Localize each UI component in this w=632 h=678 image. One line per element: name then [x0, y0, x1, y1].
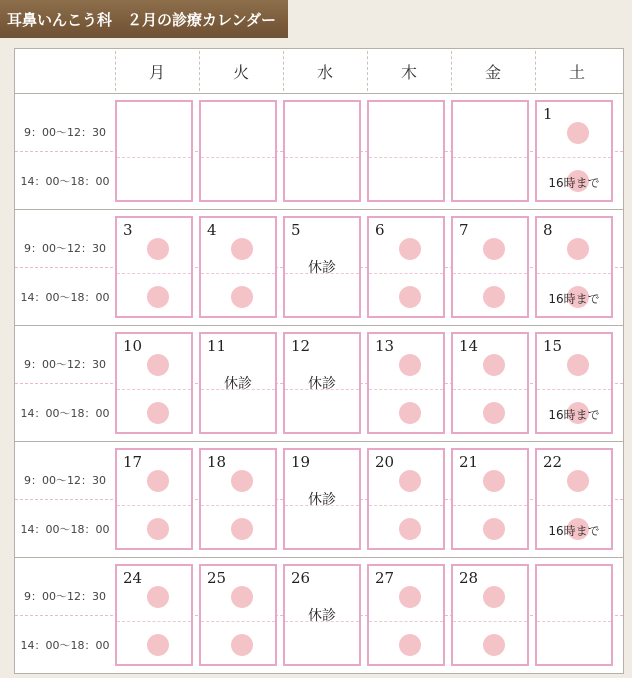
date-number: 22	[543, 453, 563, 471]
week-row	[15, 210, 623, 326]
time-slot-am: 9：00～12：30	[24, 590, 106, 603]
day-cell[interactable]	[115, 100, 193, 202]
cell-slot-divider	[453, 389, 527, 390]
cell-slot-divider	[201, 273, 275, 274]
available-am-dot	[147, 354, 169, 376]
cell-slot-divider	[453, 621, 527, 622]
available-am-dot	[147, 586, 169, 608]
cell-slot-divider	[537, 273, 611, 274]
day-cell[interactable]	[535, 448, 613, 550]
week-row	[15, 558, 623, 673]
closing-time-note: 16時まで	[548, 524, 600, 538]
time-slot-pm: 14：00～18：00	[20, 407, 110, 420]
day-cell[interactable]	[367, 332, 445, 434]
day-cell[interactable]	[535, 216, 613, 318]
cell-slot-divider	[201, 621, 275, 622]
available-am-dot	[147, 470, 169, 492]
time-slot-pm: 14：00～18：00	[20, 639, 110, 652]
date-number: 7	[459, 221, 469, 239]
cell-slot-divider	[453, 273, 527, 274]
cell-slot-divider	[117, 389, 191, 390]
cell-slot-divider	[537, 621, 611, 622]
date-number: 6	[375, 221, 385, 239]
cell-slot-divider	[201, 505, 275, 506]
day-cell[interactable]	[199, 100, 277, 202]
cell-slot-divider	[453, 505, 527, 506]
day-cell[interactable]	[451, 100, 529, 202]
cell-slot-divider	[369, 621, 443, 622]
cell-slot-divider	[117, 157, 191, 158]
cell-slot-divider	[117, 273, 191, 274]
available-am-dot	[399, 354, 421, 376]
day-cell[interactable]	[283, 216, 361, 318]
available-pm-dot	[231, 286, 253, 308]
date-number: 15	[543, 337, 563, 355]
day-cell[interactable]	[451, 448, 529, 550]
date-number: 1	[543, 105, 553, 123]
time-slot-pm: 14：00～18：00	[20, 523, 110, 536]
day-cell[interactable]	[535, 100, 613, 202]
day-cell[interactable]	[115, 448, 193, 550]
available-pm-dot	[483, 402, 505, 424]
day-cell[interactable]	[451, 216, 529, 318]
day-cell[interactable]	[535, 332, 613, 434]
day-cell[interactable]	[199, 332, 277, 434]
available-pm-dot	[147, 518, 169, 540]
available-pm-dot	[483, 518, 505, 540]
available-am-dot	[231, 470, 253, 492]
cell-slot-divider	[285, 157, 359, 158]
day-cell[interactable]	[283, 448, 361, 550]
closed-label: 休診	[308, 608, 336, 624]
cell-slot-divider	[117, 505, 191, 506]
available-am-dot	[567, 470, 589, 492]
available-pm-dot	[399, 402, 421, 424]
cell-slot-divider	[201, 157, 275, 158]
day-cell[interactable]	[451, 564, 529, 666]
date-number: 5	[291, 221, 301, 239]
day-cell[interactable]	[535, 564, 613, 666]
date-number: 14	[459, 337, 479, 355]
available-am-dot	[483, 470, 505, 492]
cell-slot-divider	[537, 157, 611, 158]
available-am-dot	[399, 586, 421, 608]
weekday-header: 木	[400, 62, 417, 82]
date-number: 12	[291, 337, 311, 355]
closed-label: 休診	[308, 260, 336, 276]
available-pm-dot	[147, 286, 169, 308]
weekday-header: 土	[568, 62, 585, 82]
day-cell[interactable]	[367, 216, 445, 318]
day-cell[interactable]	[367, 100, 445, 202]
day-cell[interactable]	[199, 448, 277, 550]
available-am-dot	[399, 238, 421, 260]
day-cell[interactable]	[199, 564, 277, 666]
available-pm-dot	[483, 634, 505, 656]
closing-time-note: 16時まで	[548, 292, 600, 306]
available-am-dot	[231, 238, 253, 260]
day-cell[interactable]	[115, 332, 193, 434]
page-title: 耳鼻いんこう科 ２月の診療カレンダー	[0, 0, 288, 38]
available-pm-dot	[147, 634, 169, 656]
date-number: 13	[375, 337, 395, 355]
time-slot-am: 9：00～12：30	[24, 126, 106, 139]
available-pm-dot	[399, 634, 421, 656]
day-cell[interactable]	[283, 564, 361, 666]
weekday-header: 月	[148, 62, 165, 82]
time-slot-pm: 14：00～18：00	[20, 175, 110, 188]
cell-slot-divider	[537, 505, 611, 506]
available-pm-dot	[399, 286, 421, 308]
weekday-header: 火	[232, 62, 249, 82]
day-cell[interactable]	[283, 100, 361, 202]
date-number: 3	[123, 221, 133, 239]
date-number: 19	[291, 453, 311, 471]
cell-slot-divider	[369, 157, 443, 158]
closed-label: 休診	[224, 376, 252, 392]
available-am-dot	[567, 238, 589, 260]
week-row	[15, 442, 623, 558]
closed-label: 休診	[308, 492, 336, 508]
available-am-dot	[147, 238, 169, 260]
cell-slot-divider	[537, 389, 611, 390]
available-am-dot	[483, 586, 505, 608]
available-am-dot	[483, 238, 505, 260]
day-cell[interactable]	[367, 448, 445, 550]
available-am-dot	[483, 354, 505, 376]
calendar-board	[14, 48, 624, 674]
time-slot-am: 9：00～12：30	[24, 242, 106, 255]
available-pm-dot	[483, 286, 505, 308]
date-number: 24	[123, 569, 143, 587]
day-cell[interactable]	[199, 216, 277, 318]
time-slot-pm: 14：00～18：00	[20, 291, 110, 304]
date-number: 26	[291, 569, 311, 587]
weekday-header: 金	[484, 62, 501, 82]
available-pm-dot	[399, 518, 421, 540]
day-cell[interactable]	[115, 216, 193, 318]
available-pm-dot	[147, 402, 169, 424]
calendar-grid	[15, 49, 623, 673]
time-slot-am: 9：00～12：30	[24, 358, 106, 371]
time-slot-am: 9：00～12：30	[24, 474, 106, 487]
available-pm-dot	[231, 518, 253, 540]
week-row	[15, 94, 623, 210]
day-cell[interactable]	[367, 564, 445, 666]
date-number: 4	[207, 221, 217, 239]
day-cell[interactable]	[115, 564, 193, 666]
weekday-header-row	[15, 49, 623, 94]
available-am-dot	[231, 586, 253, 608]
cell-slot-divider	[369, 389, 443, 390]
day-cell[interactable]	[283, 332, 361, 434]
available-am-dot	[567, 354, 589, 376]
cell-slot-divider	[369, 273, 443, 274]
date-number: 28	[459, 569, 479, 587]
available-am-dot	[567, 122, 589, 144]
date-number: 8	[543, 221, 553, 239]
cell-slot-divider	[117, 621, 191, 622]
date-number: 27	[375, 569, 395, 587]
date-number: 17	[123, 453, 143, 471]
closing-time-note: 16時まで	[548, 408, 600, 422]
date-number: 10	[123, 337, 143, 355]
date-number: 25	[207, 569, 227, 587]
available-pm-dot	[231, 634, 253, 656]
closing-time-note: 16時まで	[548, 176, 600, 190]
date-number: 20	[375, 453, 395, 471]
closed-label: 休診	[308, 376, 336, 392]
available-am-dot	[399, 470, 421, 492]
weekday-header: 水	[316, 62, 333, 82]
cell-slot-divider	[369, 505, 443, 506]
date-number: 11	[207, 337, 227, 355]
day-cell[interactable]	[451, 332, 529, 434]
cell-slot-divider	[453, 157, 527, 158]
date-number: 18	[207, 453, 227, 471]
date-number: 21	[459, 453, 479, 471]
week-row	[15, 326, 623, 442]
